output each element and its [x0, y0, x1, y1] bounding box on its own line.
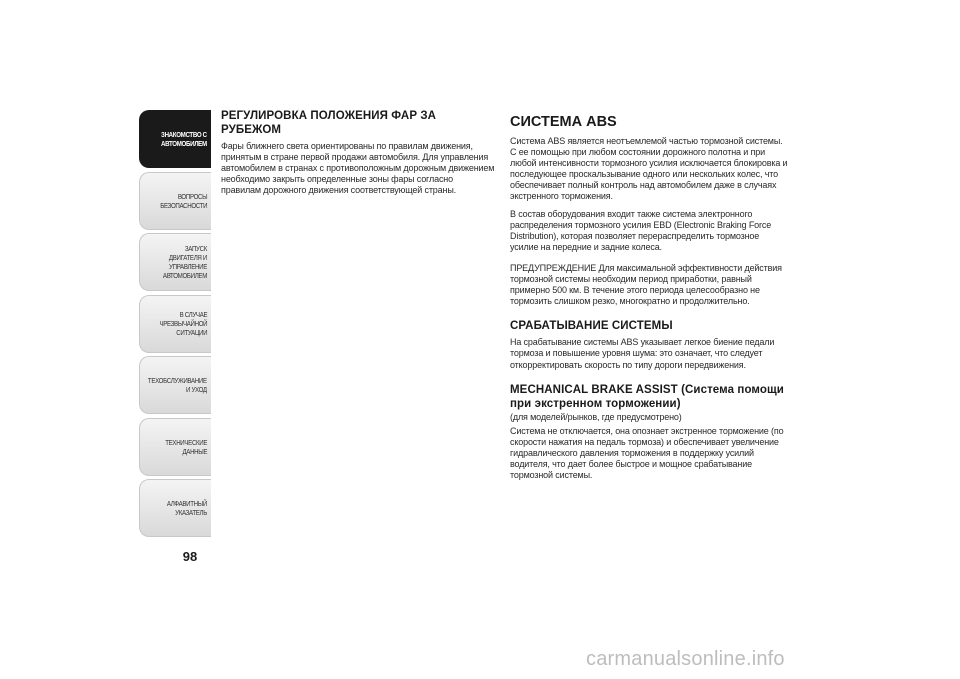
body-paragraph: Фары ближнего света ориентированы по правилам движения, принятым в стране первой продажи автомобиля. Для управления автомобилем в странах с противоположным дорожным движением необходимо закрыть определенные зоны фары согласно правилам дорожного движения соответствующей страны. — [221, 141, 495, 196]
tab-introduction[interactable] — [139, 110, 211, 168]
tab-label: ЗАПУСК ДВИГАТЕЛЯ И УПРАВЛЕНИЕ АВТОМОБИЛЕМ — [162, 244, 207, 280]
section-heading: РЕГУЛИРОВКА ПОЛОЖЕНИЯ ФАР ЗА РУБЕЖОМ — [221, 110, 437, 136]
abs-section — [510, 114, 788, 487]
tab-technical-data[interactable] — [139, 418, 211, 476]
brake-assist-section — [510, 383, 788, 482]
body-paragraph: Система не отключается, она опознает экстренное торможение (по скорости нажатия на педаль тормоза) и обеспечивает увеличение гидравлического давления торможения в поддержку усилий водителя, что дает более быстрое и мощное срабатывание тормозной системы. — [510, 425, 784, 481]
abs-activation-section — [510, 319, 788, 370]
tab-index[interactable] — [139, 479, 211, 537]
tab-label: ЗНАКОМСТВО С АВТОМОБИЛЕМ — [161, 130, 207, 148]
tab-label: ТЕХНИЧЕСКИЕ ДАННЫЕ — [165, 437, 207, 456]
tab-label: ТЕХОБСЛУЖИВАНИЕ И УХОД — [148, 376, 207, 394]
tab-emergency[interactable] — [139, 295, 211, 353]
section-heading: MECHANICAL BRAKE ASSIST (Система помощи при экстренном торможении) — [510, 383, 784, 410]
watermark: carmanualsonline.info — [586, 648, 785, 670]
tab-safety[interactable] — [139, 172, 211, 230]
page-number: 98 — [182, 549, 198, 564]
body-paragraph: В состав оборудования входит также система электронного распределения тормозного усилия EBD (Electronic Braking Force Distribution), которая позволяет перераспределить тормозное усилие на передние и задние колеса. — [510, 208, 772, 252]
warning-paragraph: ПРЕДУПРЕЖДЕНИЕ Для максимальной эффективности действия тормозной системы необходим период приработки, равный примерно 500 км. В течение этого периода целесообразно не тормозить слишком резко, многократно и продолжительно. — [510, 262, 782, 307]
page-title: СИСТЕМА ABS — [510, 114, 617, 130]
tab-maintenance[interactable] — [139, 356, 211, 414]
tab-label: В СЛУЧАЕ ЧРЕЗВЫЧАЙНОЙ СИТУАЦИИ — [159, 310, 207, 337]
tab-starting-and-driving[interactable] — [139, 233, 211, 291]
tab-label: АЛФАВИТНЫЙ УКАЗАТЕЛЬ — [166, 499, 207, 517]
tab-label: ВОПРОСЫ БЕЗОПАСНОСТИ — [160, 191, 207, 210]
section-heading: СРАБАТЫВАНИЕ СИСТЕМЫ — [510, 320, 673, 333]
headlight-adjustment-section — [221, 109, 495, 202]
body-paragraph: На срабатывание системы ABS указывает легкое биение педали тормоза и повышение уровня шума: это означает, что следует откорректировать скорость по типу дороги передвижения. — [510, 337, 775, 370]
availability-note: (для моделей/рынков, где предусмотрено) — [510, 411, 682, 422]
body-paragraph: Система ABS является неотъемлемой частью тормозной системы. С ее помощью при любом состоянии дорожного полотна и при любой интенсивности тормозного усилия исключается блокировка и последующее проскальзывание одного или нескольких колес, что обеспечивает полный контроль над автомобилем даже в случаях экстренного торможения. — [510, 136, 788, 202]
chapter-tabs — [139, 110, 211, 541]
